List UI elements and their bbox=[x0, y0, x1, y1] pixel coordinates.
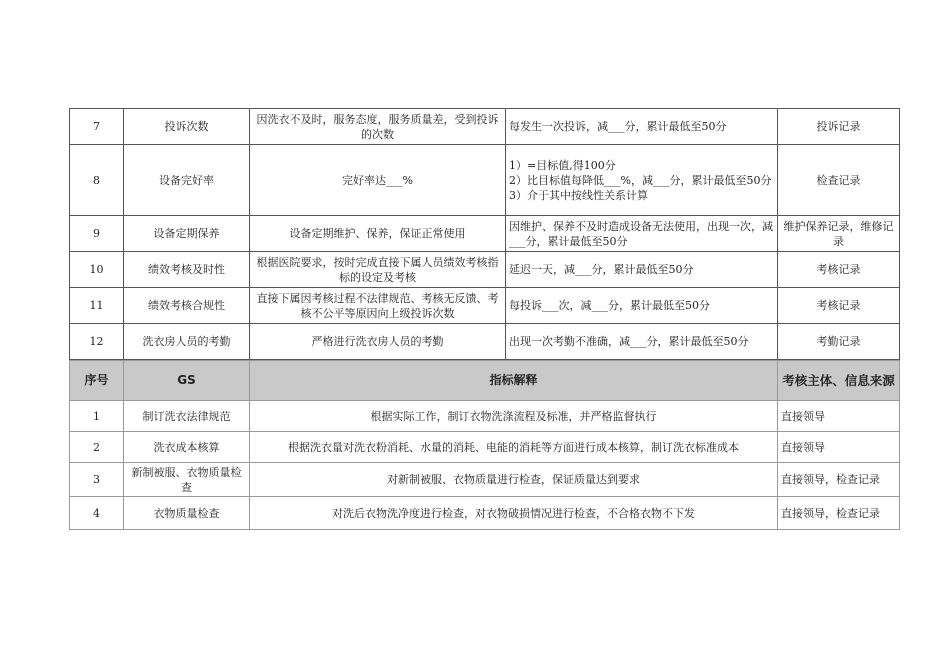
scoring-rule: 每发生一次投诉，减___分，累计最低至50分 bbox=[506, 109, 778, 145]
row-number: 7 bbox=[70, 109, 124, 145]
data-source: 考核记录 bbox=[778, 252, 900, 288]
scoring-rule: 因维护、保养不及时造成设备无法使用，出现一次，减___分，累计最低至50分 bbox=[506, 216, 778, 252]
table-row bbox=[70, 463, 900, 497]
row-number: 11 bbox=[70, 288, 124, 324]
row-number: 9 bbox=[70, 216, 124, 252]
table-row bbox=[70, 109, 900, 145]
gs-table-lower bbox=[69, 360, 900, 530]
indicator-name: 洗衣房人员的考勤 bbox=[124, 324, 250, 360]
table-row bbox=[70, 401, 900, 432]
table-row bbox=[70, 216, 900, 252]
table-header-row bbox=[70, 361, 900, 401]
data-source: 投诉记录 bbox=[778, 109, 900, 145]
table-row bbox=[70, 252, 900, 288]
data-source: 考勤记录 bbox=[778, 324, 900, 360]
indicator-name: 绩效考核合规性 bbox=[124, 288, 250, 324]
row-number: 3 bbox=[70, 463, 124, 497]
scoring-line: 3）介于其中按线性关系计算 bbox=[509, 188, 648, 202]
indicator-definition: 设备定期维护、保养，保证正常使用 bbox=[250, 216, 506, 252]
row-number: 1 bbox=[70, 401, 124, 432]
row-number: 10 bbox=[70, 252, 124, 288]
gs-source: 直接领导，检查记录 bbox=[778, 497, 900, 530]
indicator-definition: 因洗衣不及时，服务态度，服务质量差，受到投诉的次数 bbox=[250, 109, 506, 145]
gs-name: 洗衣成本核算 bbox=[124, 432, 250, 463]
gs-source: 直接领导 bbox=[778, 432, 900, 463]
row-number: 4 bbox=[70, 497, 124, 530]
gs-explanation: 对新制被服、衣物质量进行检查，保证质量达到要求 bbox=[250, 463, 778, 497]
scoring-line: 2）比目标值每降低___%，减___分，累计最低至50分 bbox=[509, 173, 772, 187]
scoring-line: 1）=目标值,得100分 bbox=[509, 158, 616, 172]
header-number: 序号 bbox=[70, 361, 124, 401]
row-number: 2 bbox=[70, 432, 124, 463]
gs-explanation: 根据实际工作，制订衣物洗涤流程及标准，并严格监督执行 bbox=[250, 401, 778, 432]
indicator-name: 投诉次数 bbox=[124, 109, 250, 145]
gs-source: 直接领导 bbox=[778, 401, 900, 432]
header-explanation: 指标解释 bbox=[250, 361, 778, 401]
indicator-definition: 完好率达___% bbox=[250, 145, 506, 216]
table-row bbox=[70, 324, 900, 360]
scoring-rule bbox=[506, 145, 778, 216]
indicator-definition: 严格进行洗衣房人员的考勤 bbox=[250, 324, 506, 360]
row-number: 12 bbox=[70, 324, 124, 360]
gs-explanation: 根据洗衣量对洗衣粉消耗、水量的消耗、电能的消耗等方面进行成本核算，制订洗衣标准成本 bbox=[250, 432, 778, 463]
scoring-rule: 延迟一天，减___分，累计最低至50分 bbox=[506, 252, 778, 288]
data-source: 检查记录 bbox=[778, 145, 900, 216]
table-row bbox=[70, 497, 900, 530]
row-number: 8 bbox=[70, 145, 124, 216]
gs-name: 衣物质量检查 bbox=[124, 497, 250, 530]
table-row bbox=[70, 432, 900, 463]
indicator-name: 绩效考核及时性 bbox=[124, 252, 250, 288]
gs-name: 制订洗衣法律规范 bbox=[124, 401, 250, 432]
scoring-rule: 每投诉___次，减___分，累计最低至50分 bbox=[506, 288, 778, 324]
indicator-definition: 根据医院要求，按时完成直接下属人员绩效考核指标的设定及考核 bbox=[250, 252, 506, 288]
indicator-definition: 直接下属因考核过程不法律规范、考核无反馈、考核不公平等原因向上级投诉次数 bbox=[250, 288, 506, 324]
gs-source: 直接领导，检查记录 bbox=[778, 463, 900, 497]
header-source: 考核主体、信息来源 bbox=[778, 361, 900, 401]
header-gs: GS bbox=[124, 361, 250, 401]
indicator-name: 设备定期保养 bbox=[124, 216, 250, 252]
table-row bbox=[70, 145, 900, 216]
indicator-name: 设备完好率 bbox=[124, 145, 250, 216]
kpi-table-upper bbox=[69, 108, 900, 360]
table-row bbox=[70, 288, 900, 324]
gs-name: 新制被服、衣物质量检查 bbox=[124, 463, 250, 497]
gs-explanation: 对洗后衣物洗净度进行检查，对衣物破损情况进行检查，不合格衣物不下发 bbox=[250, 497, 778, 530]
scoring-rule: 出现一次考勤不准确，减___分，累计最低至50分 bbox=[506, 324, 778, 360]
data-source: 考核记录 bbox=[778, 288, 900, 324]
data-source: 维护保养记录，维修记录 bbox=[778, 216, 900, 252]
document-page bbox=[69, 108, 899, 530]
